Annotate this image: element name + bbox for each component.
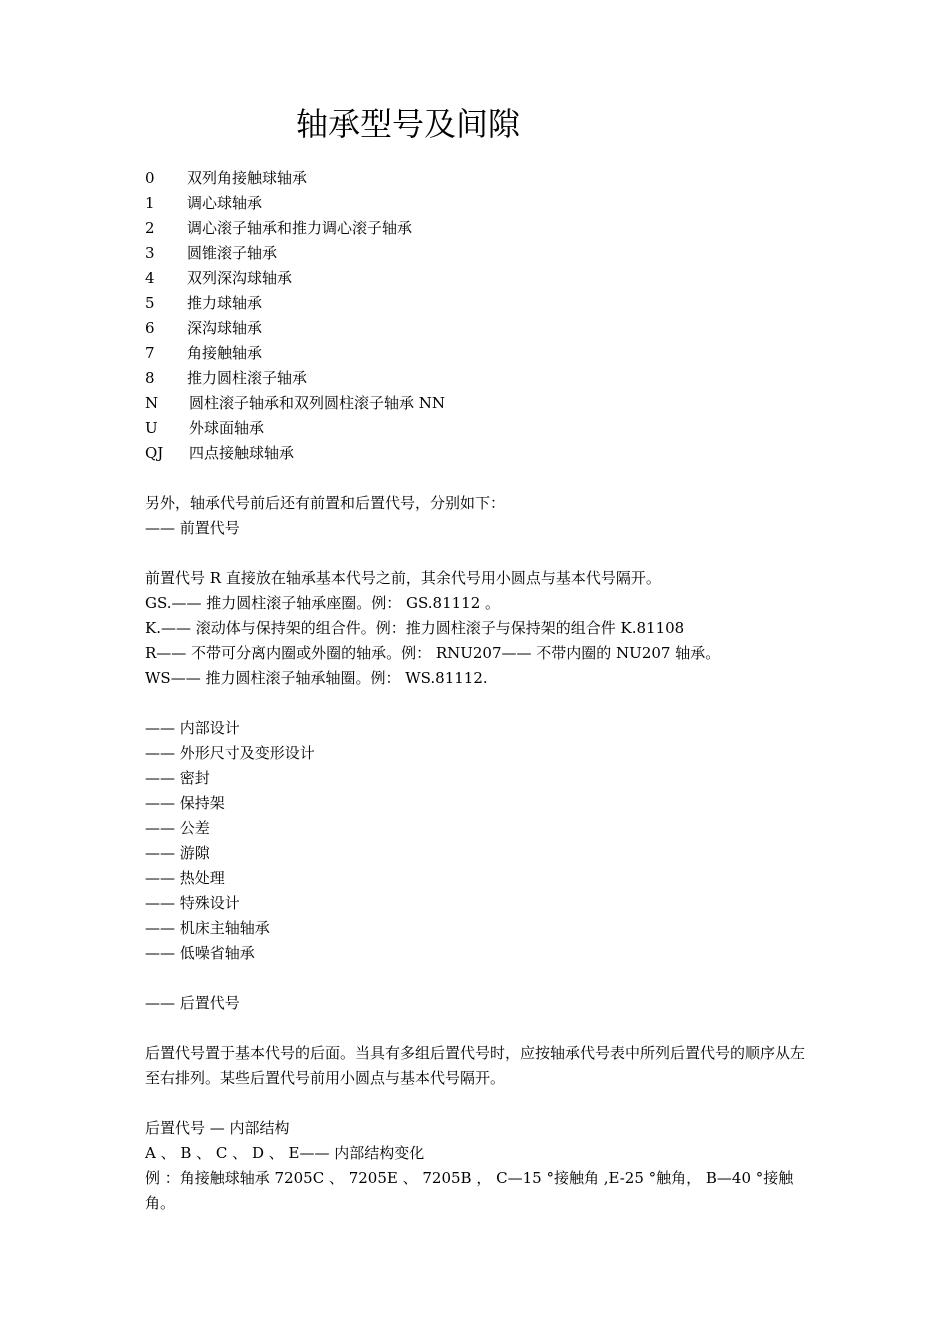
suffix-category-list <box>145 716 810 966</box>
type-code: 0 <box>145 169 155 187</box>
list-item: —— 公差 <box>145 819 210 837</box>
type-name: 角接触轴承 <box>187 344 263 362</box>
type-code: 1 <box>145 194 155 212</box>
type-name: 推力圆柱滚子轴承 <box>187 369 308 387</box>
list-item <box>145 291 810 316</box>
list-item: —— 特殊设计 <box>145 894 240 912</box>
internal-structure-example: 例 ：角接触球轴承 7205C 、 7205E 、 7205B ， C—15 °接触角 ,E-25 °触角， B—40 °接触角。 <box>145 1169 794 1212</box>
list-item <box>145 241 810 266</box>
spacer <box>145 1016 810 1041</box>
list-item <box>145 191 810 216</box>
internal-structure-codes: A 、 B 、 C 、 D 、 E—— 内部结构变化 <box>145 1144 425 1162</box>
list-item <box>145 441 810 466</box>
document-body <box>145 166 810 1216</box>
type-code: 7 <box>145 344 155 362</box>
list-item: —— 热处理 <box>145 869 225 887</box>
bearing-type-list <box>145 166 810 466</box>
spacer <box>145 541 810 566</box>
list-item <box>145 416 810 441</box>
list-item: —— 低噪省轴承 <box>145 944 255 962</box>
spacer <box>145 691 810 716</box>
list-item <box>145 166 810 191</box>
suffix-description: 后置代号置于基本代号的后面。当具有多组后置代号时，应按轴承代号表中所列后置代号的顺序从左至右排列。某些后置代号前用小圆点与基本代号隔开。 <box>145 1044 806 1087</box>
list-item: —— 外形尺寸及变形设计 <box>145 744 315 762</box>
list-item: —— 机床主轴轴承 <box>145 919 270 937</box>
spacer <box>145 466 810 491</box>
spacer <box>145 1091 810 1116</box>
type-name: 双列深沟球轴承 <box>187 269 293 287</box>
type-code: 6 <box>145 319 155 337</box>
type-code: 8 <box>145 369 155 387</box>
type-code: 3 <box>145 244 155 262</box>
prefix-heading: —— 前置代号 <box>145 519 240 537</box>
list-item: GS.—— 推力圆柱滚子轴承座圈。例： GS.81112 。 <box>145 594 501 612</box>
list-item: —— 内部设计 <box>145 719 240 737</box>
type-code: 4 <box>145 269 155 287</box>
type-code: 5 <box>145 294 155 312</box>
type-code: U <box>145 419 158 437</box>
type-code: QJ <box>145 444 164 462</box>
internal-structure-heading: 后置代号 — 内部结构 <box>145 1119 290 1137</box>
list-item <box>145 366 810 391</box>
type-code: N <box>145 394 159 412</box>
spacer <box>145 966 810 991</box>
list-item: R—— 不带可分离内圈或外圈的轴承。例： RNU207—— 不带内圈的 NU207 轴承。 <box>145 644 721 662</box>
prefix-description: 前置代号 R 直接放在轴承基本代号之前，其余代号用小圆点与基本代号隔开。 <box>145 569 661 587</box>
list-item: —— 密封 <box>145 769 210 787</box>
list-item: —— 保持架 <box>145 794 225 812</box>
list-item: —— 游隙 <box>145 844 210 862</box>
type-name: 圆锥滚子轴承 <box>187 244 278 262</box>
type-name: 圆柱滚子轴承和双列圆柱滚子轴承 NN <box>189 394 446 412</box>
list-item: WS—— 推力圆柱滚子轴承轴圈。例： WS.81112. <box>145 669 488 687</box>
type-name: 四点接触球轴承 <box>189 444 295 462</box>
intro-line: 另外，轴承代号前后还有前置和后置代号，分别如下： <box>145 494 506 512</box>
list-item <box>145 391 810 416</box>
type-name: 调心球轴承 <box>187 194 263 212</box>
list-item <box>145 341 810 366</box>
list-item <box>145 216 810 241</box>
list-item <box>145 266 810 291</box>
prefix-code-list <box>145 591 810 691</box>
list-item <box>145 316 810 341</box>
type-name: 深沟球轴承 <box>187 319 263 337</box>
type-code: 2 <box>145 219 155 237</box>
suffix-heading: —— 后置代号 <box>145 994 240 1012</box>
type-name: 外球面轴承 <box>189 419 265 437</box>
type-name: 调心滚子轴承和推力调心滚子轴承 <box>187 219 413 237</box>
type-name: 推力球轴承 <box>187 294 263 312</box>
type-name: 双列角接触球轴承 <box>187 169 308 187</box>
list-item: K.—— 滚动体与保持架的组合件。例：推力圆柱滚子与保持架的组合件 K.81108 <box>145 619 685 637</box>
page-title: 轴承型号及间隙 <box>296 105 521 143</box>
